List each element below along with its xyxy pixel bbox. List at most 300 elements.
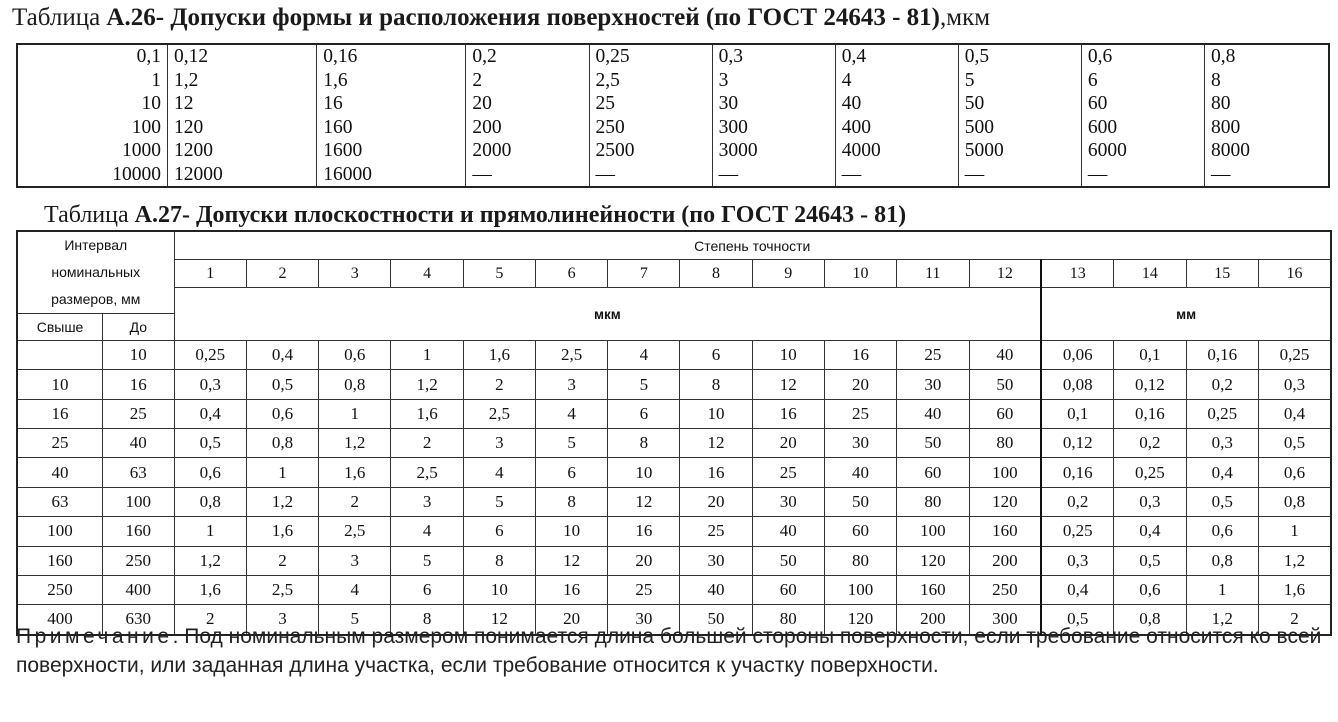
a26-column — [466, 44, 589, 187]
value-cell: 160 — [969, 517, 1041, 546]
table-row — [17, 487, 1331, 516]
value-cell: 2,5 — [535, 341, 607, 370]
value-cell: 0,5 — [1259, 429, 1332, 458]
value-cell: 2,5 — [319, 517, 391, 546]
grade-cell: 16 — [1259, 260, 1332, 288]
value-cell: 16 — [535, 575, 607, 604]
a26-cell: 300 — [718, 116, 748, 138]
from-cell: 400 — [17, 605, 103, 635]
value-cell: 5 — [608, 370, 680, 399]
note — [16, 622, 1326, 680]
a26-cell: 0,4 — [841, 46, 867, 67]
a26-cell: 2 — [472, 69, 483, 91]
value-cell: 4 — [608, 341, 680, 370]
a26-cell: 5 — [964, 69, 975, 91]
value-cell: 1,6 — [246, 517, 318, 546]
value-cell: 2 — [319, 487, 391, 516]
value-cell: 300 — [969, 605, 1041, 635]
grade-cell: 7 — [608, 260, 680, 288]
value-cell: 30 — [608, 605, 680, 635]
value-cell: 0,25 — [1114, 458, 1186, 487]
a26-cell: 120 — [174, 116, 204, 138]
value-cell: 50 — [752, 546, 824, 575]
grade-cell: 5 — [463, 260, 535, 288]
value-cell: 5 — [391, 546, 463, 575]
value-cell: 20 — [752, 429, 824, 458]
a26-cell: 16 — [323, 93, 343, 114]
table-row — [17, 517, 1331, 546]
a26-cell: 40 — [841, 93, 862, 114]
from-cell: 25 — [17, 429, 103, 458]
interval-line: размеров, мм — [51, 291, 141, 307]
caption-gost: ГОСТ 24643 - 81) — [747, 4, 940, 31]
table-a26 — [16, 43, 1330, 188]
a26-cell: 10000 — [112, 163, 162, 185]
a26-cell: 8 — [1210, 69, 1221, 91]
from-cell: 250 — [17, 575, 103, 604]
from-cell: 63 — [17, 487, 103, 516]
table-row — [17, 575, 1331, 604]
from-cell: 40 — [17, 458, 103, 487]
value-cell: 160 — [897, 575, 969, 604]
value-cell: 12 — [463, 605, 535, 635]
value-cell: 6 — [463, 517, 535, 546]
value-cell: 3 — [246, 605, 318, 635]
value-cell: 0,8 — [1114, 605, 1186, 635]
value-cell: 60 — [969, 399, 1041, 428]
to-cell: 250 — [103, 546, 174, 575]
note-label: Примечание — [16, 625, 173, 648]
interval-header — [17, 231, 174, 314]
value-cell: 0,8 — [1186, 546, 1258, 575]
value-cell: 100 — [969, 458, 1041, 487]
a26-cell: 20 — [472, 93, 492, 114]
value-cell: 1,6 — [391, 399, 463, 428]
value-cell: 4 — [391, 517, 463, 546]
a26-column — [317, 44, 466, 187]
value-cell: 0,6 — [1186, 517, 1258, 546]
grade-cell: 13 — [1041, 260, 1113, 288]
table-a27-caption — [44, 202, 906, 229]
value-cell: 1 — [391, 341, 463, 370]
a26-cell: 160 — [323, 116, 353, 138]
table-row — [17, 341, 1331, 370]
value-cell: 1 — [174, 517, 246, 546]
value-cell: 12 — [535, 546, 607, 575]
value-cell: 0,5 — [174, 429, 246, 458]
note-text: . Под номинальным размером понимается длина большей стороны поверхности, если требование относится ко всей поверхности, или заданная длина участка, если требование относится к участку поверхности. — [16, 625, 1322, 677]
a26-cell: 80 — [1210, 93, 1231, 114]
value-cell: 16 — [824, 341, 896, 370]
value-cell: 0,4 — [1186, 458, 1258, 487]
value-cell: 6 — [680, 341, 752, 370]
value-cell: 8 — [680, 370, 752, 399]
header-row-1 — [17, 231, 1331, 260]
a26-cell: 10 — [141, 93, 162, 114]
a26-cell: 30 — [718, 93, 739, 114]
value-cell: 250 — [969, 575, 1041, 604]
value-cell: 12 — [680, 429, 752, 458]
value-cell: 3 — [391, 487, 463, 516]
value-cell: 1 — [1186, 575, 1258, 604]
a26-column — [168, 44, 317, 187]
value-cell: 40 — [897, 399, 969, 428]
value-cell: 0,6 — [1259, 458, 1332, 487]
value-cell: 60 — [752, 575, 824, 604]
value-cell: 0,6 — [319, 341, 391, 370]
value-cell: 2 — [174, 605, 246, 635]
grade-cell: 14 — [1114, 260, 1186, 288]
a26-cell: 500 — [964, 116, 995, 138]
value-cell: 25 — [680, 517, 752, 546]
value-cell: 2,5 — [391, 458, 463, 487]
caption-title: Допуски формы и расположения поверхностей (по — [164, 4, 748, 31]
header-from: Свыше — [17, 314, 103, 341]
value-cell: 25 — [897, 341, 969, 370]
value-cell: 1,6 — [174, 575, 246, 604]
a26-cell: 6000 — [1087, 140, 1127, 161]
value-cell: 1,6 — [319, 458, 391, 487]
value-cell: 1 — [1259, 517, 1332, 546]
value-cell: 2 — [463, 370, 535, 399]
value-cell: 5 — [319, 605, 391, 635]
grade-cell: 8 — [680, 260, 752, 288]
value-cell: 2 — [1259, 605, 1332, 635]
a26-cell: 4 — [841, 69, 852, 91]
a26-cell: 0,16 — [323, 46, 358, 67]
a26-cell: 50 — [964, 93, 985, 114]
value-cell: 10 — [752, 341, 824, 370]
value-cell: 40 — [752, 517, 824, 546]
value-cell: 3 — [319, 546, 391, 575]
value-cell: 0,8 — [319, 370, 391, 399]
value-cell: 50 — [680, 605, 752, 635]
a26-cell: 2,5 — [595, 69, 620, 91]
a26-cell: 2500 — [595, 140, 635, 161]
value-cell: 4 — [319, 575, 391, 604]
value-cell: 200 — [897, 605, 969, 635]
value-cell: 12 — [608, 487, 680, 516]
value-cell: 25 — [752, 458, 824, 487]
value-cell: 0,06 — [1041, 341, 1113, 370]
a26-cell: 1,2 — [174, 69, 199, 91]
a26-cell: 12000 — [174, 163, 223, 185]
value-cell: 0,5 — [1041, 605, 1113, 635]
a26-cell: 200 — [472, 116, 502, 138]
to-cell: 100 — [103, 487, 174, 516]
caption-title: Допуски плоскостности и прямолинейности (по ГОСТ 24643 - 81) — [189, 202, 907, 228]
value-cell: 1,2 — [391, 370, 463, 399]
value-cell: 3 — [535, 370, 607, 399]
a26-cell: 12 — [174, 93, 194, 114]
a26-column — [1081, 44, 1204, 187]
a26-column — [589, 44, 712, 187]
value-cell: 10 — [680, 399, 752, 428]
value-cell: 30 — [752, 487, 824, 516]
value-cell: 0,25 — [1186, 399, 1258, 428]
value-cell: 10 — [535, 517, 607, 546]
table-row — [17, 458, 1331, 487]
value-cell: 0,5 — [1186, 487, 1258, 516]
a26-cell: 0,2 — [472, 46, 497, 67]
caption-number: А.27- — [134, 202, 190, 228]
value-cell: 25 — [824, 399, 896, 428]
grade-cell: 1 — [174, 260, 246, 288]
caption-prefix: Таблица — [12, 4, 107, 31]
table-a27 — [16, 230, 1332, 636]
a26-column — [1204, 44, 1329, 187]
a26-cell: 8000 — [1210, 140, 1250, 161]
caption-number: А.26- — [106, 4, 165, 31]
a26-cell: 600 — [1087, 116, 1118, 138]
unit-um: мкм — [174, 288, 1041, 341]
from-cell: 160 — [17, 546, 103, 575]
table-row — [17, 370, 1331, 399]
value-cell: 100 — [824, 575, 896, 604]
to-cell: 25 — [103, 399, 174, 428]
value-cell: 0,3 — [1114, 487, 1186, 516]
value-cell: 0,8 — [246, 429, 318, 458]
from-cell: 10 — [17, 370, 103, 399]
from-cell: 16 — [17, 399, 103, 428]
to-cell: 40 — [103, 429, 174, 458]
value-cell: 0,25 — [1259, 341, 1332, 370]
value-cell: 50 — [897, 429, 969, 458]
value-cell: 100 — [897, 517, 969, 546]
value-cell: 0,2 — [1186, 370, 1258, 399]
a26-cell: — — [718, 163, 739, 185]
grade-header: Степень точности — [174, 231, 1331, 260]
value-cell: 20 — [535, 605, 607, 635]
grades-row — [17, 260, 1331, 288]
value-cell: 0,5 — [246, 370, 318, 399]
value-cell: 0,5 — [1114, 546, 1186, 575]
value-cell: 1,2 — [319, 429, 391, 458]
grade-cell: 2 — [246, 260, 318, 288]
value-cell: 60 — [897, 458, 969, 487]
value-cell: 25 — [608, 575, 680, 604]
value-cell: 50 — [824, 487, 896, 516]
value-cell: 0,12 — [1041, 429, 1113, 458]
value-cell: 50 — [969, 370, 1041, 399]
to-cell: 16 — [103, 370, 174, 399]
a26-column — [17, 44, 168, 187]
table-row — [17, 546, 1331, 575]
value-cell: 80 — [969, 429, 1041, 458]
value-cell: 6 — [535, 458, 607, 487]
value-cell: 4 — [535, 399, 607, 428]
value-cell: 2,5 — [246, 575, 318, 604]
value-cell: 20 — [680, 487, 752, 516]
a26-cell: — — [841, 163, 862, 185]
a26-cell: 0,25 — [595, 46, 630, 67]
value-cell: 0,2 — [1041, 487, 1113, 516]
table-a26-row — [17, 44, 1329, 187]
value-cell: 0,4 — [1114, 517, 1186, 546]
value-cell: 0,4 — [1259, 399, 1332, 428]
to-cell: 160 — [103, 517, 174, 546]
table-row — [17, 399, 1331, 428]
value-cell: 0,08 — [1041, 370, 1113, 399]
value-cell: 10 — [463, 575, 535, 604]
a26-cell: 0,8 — [1210, 46, 1236, 67]
from-cell — [17, 341, 103, 370]
header-to: До — [103, 314, 174, 341]
to-cell: 10 — [103, 341, 174, 370]
value-cell: 6 — [608, 399, 680, 428]
grade-cell: 9 — [752, 260, 824, 288]
value-cell: 2,5 — [463, 399, 535, 428]
grade-cell: 12 — [969, 260, 1041, 288]
value-cell: 4 — [463, 458, 535, 487]
value-cell: 6 — [391, 575, 463, 604]
value-cell: 16 — [752, 399, 824, 428]
a26-column — [958, 44, 1081, 187]
value-cell: 5 — [535, 429, 607, 458]
value-cell: 0,12 — [1114, 370, 1186, 399]
value-cell: 1,2 — [1186, 605, 1258, 635]
value-cell: 0,3 — [1186, 429, 1258, 458]
value-cell: 0,3 — [174, 370, 246, 399]
a26-cell: 25 — [595, 93, 615, 114]
value-cell: 0,3 — [1041, 546, 1113, 575]
a26-cell: 0,3 — [718, 46, 743, 67]
value-cell: 40 — [824, 458, 896, 487]
value-cell: 0,4 — [246, 341, 318, 370]
value-cell: 0,3 — [1259, 370, 1332, 399]
a26-cell: 3000 — [718, 140, 758, 161]
table-a26-caption — [12, 4, 990, 32]
value-cell: 0,2 — [1114, 429, 1186, 458]
value-cell: 1,2 — [174, 546, 246, 575]
value-cell: 1,2 — [1259, 546, 1332, 575]
value-cell: 30 — [897, 370, 969, 399]
a26-cell: 2000 — [472, 140, 512, 161]
a26-cell: 6 — [1087, 69, 1098, 91]
value-cell: 40 — [680, 575, 752, 604]
a26-cell: 5000 — [964, 140, 1004, 161]
grade-cell: 4 — [391, 260, 463, 288]
a26-cell: 0,5 — [964, 46, 990, 67]
a26-cell: 16000 — [323, 163, 372, 185]
value-cell: 0,1 — [1041, 399, 1113, 428]
a26-cell: 60 — [1087, 93, 1108, 114]
value-cell: 0,4 — [174, 399, 246, 428]
grade-cell: 10 — [824, 260, 896, 288]
value-cell: 120 — [824, 605, 896, 635]
a26-cell: — — [964, 163, 985, 185]
value-cell: 0,4 — [1041, 575, 1113, 604]
value-cell: 40 — [969, 341, 1041, 370]
value-cell: 12 — [752, 370, 824, 399]
value-cell: 2 — [246, 546, 318, 575]
grade-cell: 15 — [1186, 260, 1258, 288]
value-cell: 0,6 — [246, 399, 318, 428]
value-cell: 120 — [969, 487, 1041, 516]
a26-cell: — — [1210, 163, 1231, 185]
value-cell: 200 — [969, 546, 1041, 575]
value-cell: 0,6 — [174, 458, 246, 487]
caption-unit: ,мкм — [940, 4, 991, 31]
value-cell: 30 — [824, 429, 896, 458]
caption-prefix: Таблица — [44, 202, 135, 228]
a26-cell: 800 — [1210, 116, 1241, 138]
grade-cell: 11 — [897, 260, 969, 288]
value-cell: 8 — [463, 546, 535, 575]
to-cell: 63 — [103, 458, 174, 487]
a26-cell: 1600 — [323, 140, 363, 161]
value-cell: 8 — [608, 429, 680, 458]
value-cell: 30 — [680, 546, 752, 575]
table-row — [17, 429, 1331, 458]
units-row — [17, 288, 1331, 314]
value-cell: 0,6 — [1114, 575, 1186, 604]
a26-cell: 0,1 — [136, 46, 162, 67]
value-cell: 2 — [391, 429, 463, 458]
value-cell: 16 — [680, 458, 752, 487]
a26-column — [835, 44, 958, 187]
a26-cell: 400 — [841, 116, 871, 138]
a26-cell: 1 — [151, 69, 162, 91]
value-cell: 8 — [535, 487, 607, 516]
value-cell: 0,16 — [1186, 341, 1258, 370]
value-cell: 20 — [824, 370, 896, 399]
a26-column — [712, 44, 835, 187]
a26-cell: 250 — [595, 116, 625, 138]
a26-cell: — — [595, 163, 615, 185]
value-cell: 20 — [608, 546, 680, 575]
value-cell: 3 — [463, 429, 535, 458]
a26-cell: 100 — [131, 116, 162, 138]
value-cell: 1,2 — [246, 487, 318, 516]
to-cell: 400 — [103, 575, 174, 604]
value-cell: 60 — [824, 517, 896, 546]
grade-cell: 6 — [535, 260, 607, 288]
value-cell: 0,8 — [1259, 487, 1332, 516]
value-cell: 0,25 — [174, 341, 246, 370]
value-cell: 1,6 — [1259, 575, 1332, 604]
value-cell: 0,16 — [1114, 399, 1186, 428]
value-cell: 0,16 — [1041, 458, 1113, 487]
a26-cell: 3 — [718, 69, 729, 91]
a26-cell: 1000 — [122, 140, 162, 161]
value-cell: 80 — [897, 487, 969, 516]
value-cell: 16 — [608, 517, 680, 546]
value-cell: 0,25 — [1041, 517, 1113, 546]
value-cell: 1 — [319, 399, 391, 428]
a26-cell: 4000 — [841, 140, 881, 161]
interval-line: Интервал — [64, 237, 128, 253]
a26-cell: 0,12 — [174, 46, 209, 67]
interval-line: номинальных — [51, 264, 141, 280]
unit-mm: мм — [1041, 288, 1331, 341]
value-cell: 5 — [463, 487, 535, 516]
value-cell: 1 — [246, 458, 318, 487]
a26-cell: 0,6 — [1087, 46, 1113, 67]
value-cell: 0,1 — [1114, 341, 1186, 370]
value-cell: 80 — [824, 546, 896, 575]
value-cell: 80 — [752, 605, 824, 635]
a26-cell: 1,6 — [323, 69, 348, 91]
value-cell: 10 — [608, 458, 680, 487]
a26-cell: — — [472, 163, 492, 185]
value-cell: 0,8 — [174, 487, 246, 516]
grade-cell: 3 — [319, 260, 391, 288]
a26-cell: 1200 — [174, 140, 214, 161]
from-cell: 100 — [17, 517, 103, 546]
value-cell: 1,6 — [463, 341, 535, 370]
value-cell: 120 — [897, 546, 969, 575]
